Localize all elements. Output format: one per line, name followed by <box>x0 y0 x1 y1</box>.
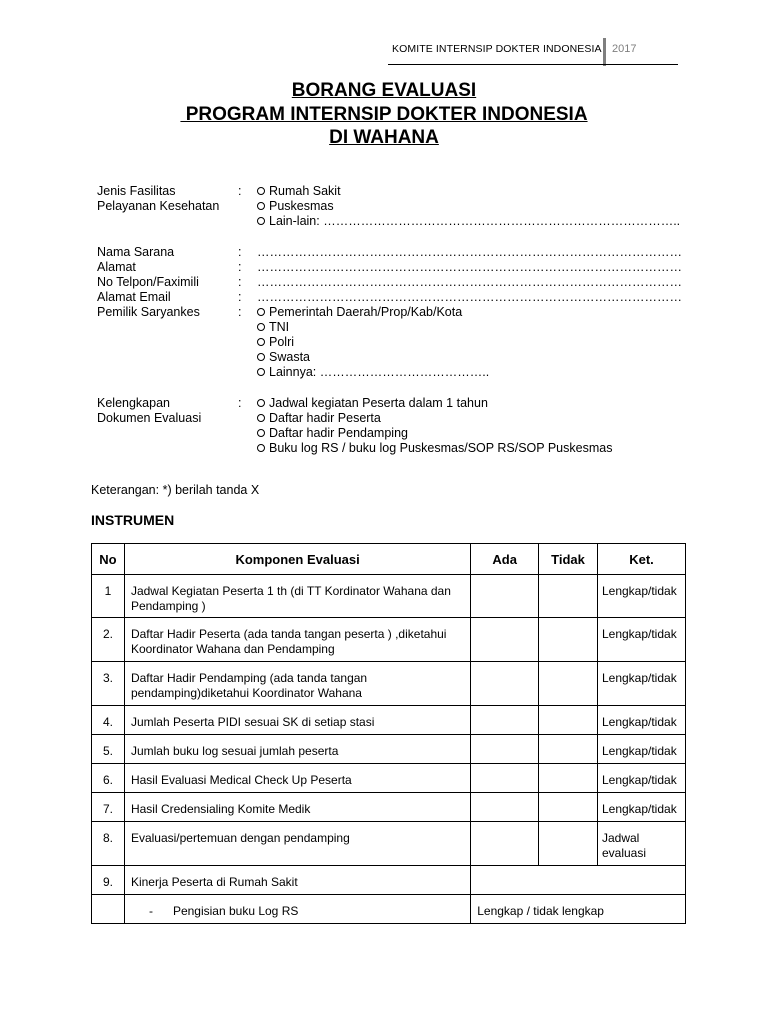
table-row <box>92 822 686 866</box>
row-komponen: Kinerja Peserta di Rumah Sakit <box>124 866 470 895</box>
row-ada-cell[interactable] <box>471 822 539 866</box>
colon: : <box>238 275 242 289</box>
row-ket: Jadwal evaluasi <box>597 822 685 866</box>
alamat-field[interactable]: ………………………………………………………………………………………… <box>257 260 682 274</box>
row-no: 2. <box>92 618 125 662</box>
row-komponen: Hasil Credensialing Komite Medik <box>124 793 470 822</box>
row-komponen: Hasil Evaluasi Medical Check Up Peserta <box>124 764 470 793</box>
option-lainnya[interactable]: Lainnya: ………………………………….. <box>257 365 489 380</box>
row-no: 6. <box>92 764 125 793</box>
row-tidak-cell[interactable] <box>539 822 598 866</box>
row-ket: Lengkap/tidak <box>597 706 685 735</box>
row-tidak-cell[interactable] <box>539 662 598 706</box>
col-header-komponen: Komponen Evaluasi <box>124 544 470 575</box>
row-tidak-cell[interactable] <box>539 793 598 822</box>
radio-circle-icon[interactable] <box>257 429 265 437</box>
col-header-no: No <box>92 544 125 575</box>
colon: : <box>238 260 242 274</box>
radio-circle-icon[interactable] <box>257 399 265 407</box>
option-polri[interactable]: Polri <box>257 335 294 350</box>
row-ket: Lengkap/tidak <box>597 735 685 764</box>
radio-circle-icon[interactable] <box>257 187 265 195</box>
option-jadwal[interactable]: Jadwal kegiatan Peserta dalam 1 tahun <box>257 396 488 411</box>
table-row <box>92 735 686 764</box>
row-tidak-cell[interactable] <box>539 706 598 735</box>
email-label: Alamat Email <box>97 290 171 304</box>
header-divider <box>603 38 606 66</box>
row-tidak-cell[interactable] <box>539 735 598 764</box>
radio-circle-icon[interactable] <box>257 414 265 422</box>
row-tidak-cell[interactable] <box>539 618 598 662</box>
row-komponen: Evaluasi/pertemuan dengan pendamping <box>124 822 470 866</box>
evaluation-table <box>91 543 686 924</box>
row-ket: Lengkap/tidak <box>597 575 685 618</box>
colon: : <box>238 290 242 304</box>
option-buku-log[interactable]: Buku log RS / buku log Puskesmas/SOP RS/SOP Puskesmas <box>257 441 612 456</box>
header-rule <box>388 64 678 65</box>
subrow-no <box>92 895 125 924</box>
option-daftar-hadir-peserta[interactable]: Daftar hadir Peserta <box>257 411 381 426</box>
row-no: 5. <box>92 735 125 764</box>
instrumen-heading: INSTRUMEN <box>91 512 175 528</box>
row-ada-cell[interactable] <box>471 618 539 662</box>
colon: : <box>238 245 242 259</box>
row-ket: Lengkap/tidak <box>597 793 685 822</box>
row-result-cell[interactable] <box>471 866 686 895</box>
col-header-ket: Ket. <box>597 544 685 575</box>
table-subrow <box>92 895 686 924</box>
row-no: 3. <box>92 662 125 706</box>
option-lain-lain[interactable]: Lain-lain: ………………………………………………………………………….. <box>257 214 680 229</box>
jenis-label: Jenis Fasilitas <box>97 184 176 198</box>
row-ket: Lengkap/tidak <box>597 764 685 793</box>
radio-circle-icon[interactable] <box>257 353 265 361</box>
row-no: 9. <box>92 866 125 895</box>
row-no: 4. <box>92 706 125 735</box>
row-komponen: Jadwal Kegiatan Peserta 1 th (di TT Kordinator Wahana dan Pendamping ) <box>124 575 470 618</box>
nama-sarana-field[interactable]: ………………………………………………………………………………………… <box>257 245 682 259</box>
alamat-label: Alamat <box>97 260 136 274</box>
pemilik-label: Pemilik Saryankes <box>97 305 200 319</box>
table-header-row <box>92 544 686 575</box>
keterangan-note: Keterangan: *) berilah tanda X <box>91 483 260 497</box>
row-ada-cell[interactable] <box>471 764 539 793</box>
row-komponen: Jumlah Peserta PIDI sesuai SK di setiap stasi <box>124 706 470 735</box>
telpon-field[interactable]: ………………………………………………………………………………………… <box>257 275 682 289</box>
table-row <box>92 764 686 793</box>
table-row <box>92 575 686 618</box>
row-ada-cell[interactable] <box>471 706 539 735</box>
title-line-1: BORANG EVALUASI <box>291 80 477 101</box>
nama-sarana-label: Nama Sarana <box>97 245 175 259</box>
radio-circle-icon[interactable] <box>257 202 265 210</box>
row-ket: Lengkap/tidak <box>597 618 685 662</box>
row-tidak-cell[interactable] <box>539 764 598 793</box>
email-field[interactable]: ………………………………………………………………………………………… <box>257 290 682 304</box>
option-puskesmas[interactable]: Puskesmas <box>257 199 334 214</box>
row-ada-cell[interactable] <box>471 735 539 764</box>
header-org: KOMITE INTERNSIP DOKTER INDONESIA <box>392 43 602 55</box>
row-ada-cell[interactable] <box>471 793 539 822</box>
option-swasta[interactable]: Swasta <box>257 350 310 365</box>
radio-circle-icon[interactable] <box>257 444 265 452</box>
radio-circle-icon[interactable] <box>257 308 265 316</box>
radio-circle-icon[interactable] <box>257 217 265 225</box>
colon: : <box>238 305 242 319</box>
option-rumah-sakit[interactable]: Rumah Sakit <box>257 184 341 199</box>
radio-circle-icon[interactable] <box>257 368 265 376</box>
kelengkapan-label: Kelengkapan <box>97 396 170 410</box>
col-header-tidak: Tidak <box>539 544 598 575</box>
row-komponen: Daftar Hadir Pendamping (ada tanda tangan pendamping)diketahui Koordinator Wahana <box>124 662 470 706</box>
table-row <box>92 706 686 735</box>
row-no: 8. <box>92 822 125 866</box>
subrow-komponen <box>124 895 470 924</box>
jenis-label-2: Pelayanan Kesehatan <box>97 199 220 213</box>
table-row <box>92 793 686 822</box>
table-row <box>92 662 686 706</box>
row-no: 1 <box>92 575 125 618</box>
kelengkapan-label-2: Dokumen Evaluasi <box>97 411 202 425</box>
colon: : <box>238 184 242 198</box>
colon: : <box>238 396 242 410</box>
radio-circle-icon[interactable] <box>257 323 265 331</box>
option-tni[interactable]: TNI <box>257 320 289 335</box>
row-ada-cell[interactable] <box>471 662 539 706</box>
header-year: 2017 <box>612 43 637 55</box>
col-header-ada: Ada <box>471 544 539 575</box>
table-row <box>92 866 686 895</box>
option-daftar-hadir-pendamping[interactable]: Daftar hadir Pendamping <box>257 426 408 441</box>
option-pemerintah[interactable]: Pemerintah Daerah/Prop/Kab/Kota <box>257 305 462 320</box>
subrow-ket[interactable]: Lengkap / tidak lengkap <box>471 895 686 924</box>
row-ada-cell[interactable] <box>471 575 539 618</box>
row-ket: Lengkap/tidak <box>597 662 685 706</box>
row-komponen: Daftar Hadir Peserta (ada tanda tangan peserta ) ,diketahui Koordinator Wahana dan Pendamping <box>124 618 470 662</box>
radio-circle-icon[interactable] <box>257 338 265 346</box>
table-row <box>92 618 686 662</box>
row-tidak-cell[interactable] <box>539 575 598 618</box>
row-no: 7. <box>92 793 125 822</box>
subrow-dash: - <box>148 904 153 918</box>
subrow-label: Pengisian buku Log RS <box>172 904 299 918</box>
title-line-2: PROGRAM INTERNSIP DOKTER INDONESIA <box>180 104 588 125</box>
telpon-label: No Telpon/Faximili <box>97 275 199 289</box>
title-line-3: DI WAHANA <box>329 127 439 148</box>
row-komponen: Jumlah buku log sesuai jumlah peserta <box>124 735 470 764</box>
